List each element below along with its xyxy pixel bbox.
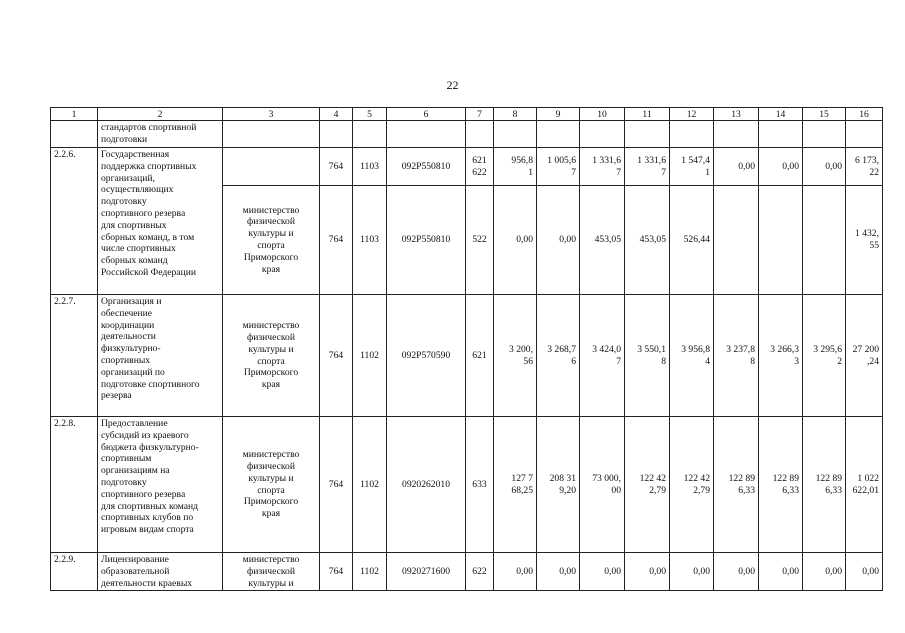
cell: 3 424,0 7: [580, 295, 625, 417]
table-row: [51, 121, 883, 148]
cell: 1 432, 55: [846, 186, 883, 295]
cell: 0,00: [714, 553, 759, 591]
cell: [714, 186, 759, 295]
cell: 1 022 622,01: [846, 417, 883, 553]
cell: [320, 121, 353, 148]
cell: 1 331,6 7: [625, 148, 670, 186]
cell: 122 42 2,79: [625, 417, 670, 553]
column-header: 5: [353, 108, 387, 121]
cell: 092P570590: [387, 295, 466, 417]
executor-cell: министерство физической культуры и спорта Приморского края: [223, 417, 320, 553]
cell: 0,00: [494, 553, 537, 591]
cell: 1102: [353, 553, 387, 591]
cell: 956,8 1: [494, 148, 537, 186]
cell: 764: [320, 148, 353, 186]
cell: 526,44: [670, 186, 714, 295]
column-header: 14: [759, 108, 803, 121]
cell: [537, 121, 580, 148]
item-name-cell: Лицензирование образовательной деятельности краевых: [98, 553, 223, 591]
cell: 0,00: [494, 186, 537, 295]
cell: 27 200 ,24: [846, 295, 883, 417]
cell: 622: [466, 553, 494, 591]
cell: 3 268,7 6: [537, 295, 580, 417]
column-header: 13: [714, 108, 759, 121]
cell: [846, 121, 883, 148]
cell: 764: [320, 295, 353, 417]
cell: 1 005,6 7: [537, 148, 580, 186]
item-name-cell: Организация и обеспечение координации деятельности физкультурно- спортивных организаций по подготовке спортивного резерва: [98, 295, 223, 417]
executor-cell: министерство физической культуры и спорта Приморского края: [223, 186, 320, 295]
cell: 0,00: [537, 553, 580, 591]
cell: 633: [466, 417, 494, 553]
table-row: [51, 553, 883, 591]
cell: [759, 186, 803, 295]
executor-cell: министерство физической культуры и спорта Приморского края: [223, 295, 320, 417]
cell: [803, 186, 846, 295]
item-number-cell: 2.2.7.: [51, 295, 98, 417]
cell: [494, 121, 537, 148]
cell: 208 31 9,20: [537, 417, 580, 553]
item-number-cell: [51, 121, 98, 148]
cell: 764: [320, 186, 353, 295]
executor-cell: министерство физической культуры и: [223, 553, 320, 591]
cell: 764: [320, 417, 353, 553]
cell: 122 89 6,33: [759, 417, 803, 553]
column-header: 12: [670, 108, 714, 121]
column-header: 2: [98, 108, 223, 121]
cell: [670, 121, 714, 148]
item-name-cell: Государственная поддержка спортивных организаций, осуществляющих подготовку спортивного резерва для спортивных сборных команд, в том числе спортивных сборных команд Российской Федерации: [98, 148, 223, 295]
cell: [353, 121, 387, 148]
cell: 522: [466, 186, 494, 295]
cell: 1 547,4 1: [670, 148, 714, 186]
cell: [580, 121, 625, 148]
cell: [223, 121, 320, 148]
column-header: 6: [387, 108, 466, 121]
cell: 0,00: [803, 148, 846, 186]
cell: [387, 121, 466, 148]
cell: 0,00: [537, 186, 580, 295]
cell: 0,00: [580, 553, 625, 591]
cell: 621 622: [466, 148, 494, 186]
cell: 621: [466, 295, 494, 417]
cell: 122 42 2,79: [670, 417, 714, 553]
cell: 0,00: [759, 148, 803, 186]
cell: 3 295,6 2: [803, 295, 846, 417]
cell: 1102: [353, 295, 387, 417]
column-header: 4: [320, 108, 353, 121]
cell: 1103: [353, 148, 387, 186]
cell: 0,00: [714, 148, 759, 186]
cell: 6 173, 22: [846, 148, 883, 186]
cell: 092P550810: [387, 148, 466, 186]
table-row: [51, 148, 883, 186]
table-row: [51, 295, 883, 417]
item-name-cell: Предоставление субсидий из краевого бюджета физкультурно- спортивным организациям на подготовку спортивного резерва для спортивных команд спортивных клубов по игровым видам спорта: [98, 417, 223, 553]
column-header: 7: [466, 108, 494, 121]
cell: [759, 121, 803, 148]
column-header: 1: [51, 108, 98, 121]
column-header: 11: [625, 108, 670, 121]
cell: 3 956,8 4: [670, 295, 714, 417]
cell: 1103: [353, 186, 387, 295]
budget-table: [50, 107, 883, 591]
cell: [714, 121, 759, 148]
cell: 092P550810: [387, 186, 466, 295]
cell: 764: [320, 553, 353, 591]
item-name-cell: стандартов спортивной подготовки: [98, 121, 223, 148]
cell: 0,00: [670, 553, 714, 591]
cell: 1 331,6 7: [580, 148, 625, 186]
column-header: 10: [580, 108, 625, 121]
column-header: 16: [846, 108, 883, 121]
column-header: 3: [223, 108, 320, 121]
header-row: [51, 108, 883, 121]
column-header: 9: [537, 108, 580, 121]
cell: 0,00: [625, 553, 670, 591]
item-number-cell: 2.2.9.: [51, 553, 98, 591]
cell: [625, 121, 670, 148]
cell: 0920262010: [387, 417, 466, 553]
cell: 1102: [353, 417, 387, 553]
cell: 3 550,1 8: [625, 295, 670, 417]
executor-cell: [223, 148, 320, 186]
cell: 453,05: [580, 186, 625, 295]
item-number-cell: 2.2.6.: [51, 148, 98, 295]
cell: 453,05: [625, 186, 670, 295]
cell: 122 89 6,33: [803, 417, 846, 553]
item-number-cell: 2.2.8.: [51, 417, 98, 553]
column-header: 15: [803, 108, 846, 121]
column-header: 8: [494, 108, 537, 121]
cell: 122 89 6,33: [714, 417, 759, 553]
cell: 3 266,3 3: [759, 295, 803, 417]
page-number: 22: [446, 78, 459, 92]
cell: 3 237,8 8: [714, 295, 759, 417]
cell: 73 000, 00: [580, 417, 625, 553]
cell: 0,00: [803, 553, 846, 591]
cell: 127 7 68,25: [494, 417, 537, 553]
cell: [803, 121, 846, 148]
cell: 0,00: [759, 553, 803, 591]
cell: 0920271600: [387, 553, 466, 591]
table-row: [51, 417, 883, 553]
cell: 0,00: [846, 553, 883, 591]
cell: [466, 121, 494, 148]
cell: 3 200, 56: [494, 295, 537, 417]
